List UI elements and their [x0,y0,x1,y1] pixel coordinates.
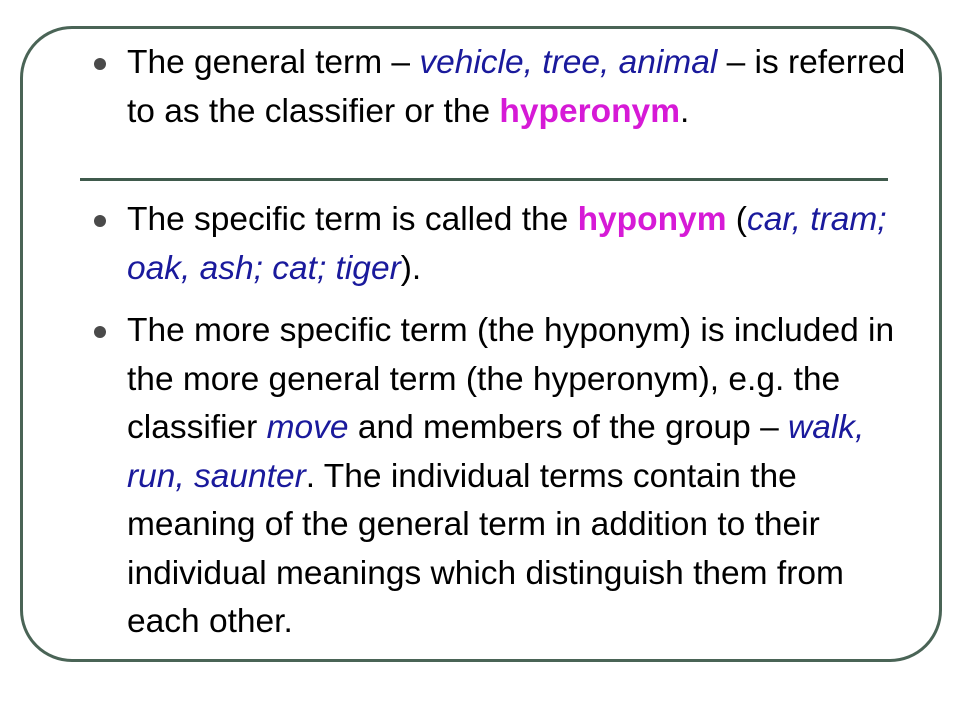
bullet-text-segment: The more specific term (the hyponym) is included in the more general term (the hyperonym), e.g. the classifier [127,312,895,446]
bullet-dot [94,326,106,338]
key-term-hyperonym: hyperonym [499,92,680,130]
bullet-text-hyperonym [127,39,907,136]
bullet-dot [94,58,106,70]
key-term-hyponym: hyponym [577,201,727,238]
bullet-text-segment: – is referred to as the classifier or the [127,44,906,130]
example-terms: vehicle, tree, animal [419,44,718,81]
bullet-text-inclusion [127,307,907,647]
bullet-text-segment: ( [726,201,747,238]
example-terms: move [266,409,349,446]
bullet-text-segment: . [679,92,690,130]
bullet-text-segment: The general term – [127,44,420,81]
bullet-text-segment: ). [400,249,422,287]
bullet-text-segment: and members of the group – [348,409,789,446]
bullet-text-segment: The specific term is called the [127,201,578,238]
bullet-text-segment: . The individual terms contain the meaning of the general term in addition to their individual meanings which distinguish them from each other. [127,457,844,640]
divider-line [80,178,888,181]
example-terms: car, tram; oak, ash; cat; tiger [127,201,887,287]
bullet-text-hyponym [127,196,907,293]
example-terms: walk, run, saunter [127,409,865,495]
bullet-dot [94,215,106,227]
